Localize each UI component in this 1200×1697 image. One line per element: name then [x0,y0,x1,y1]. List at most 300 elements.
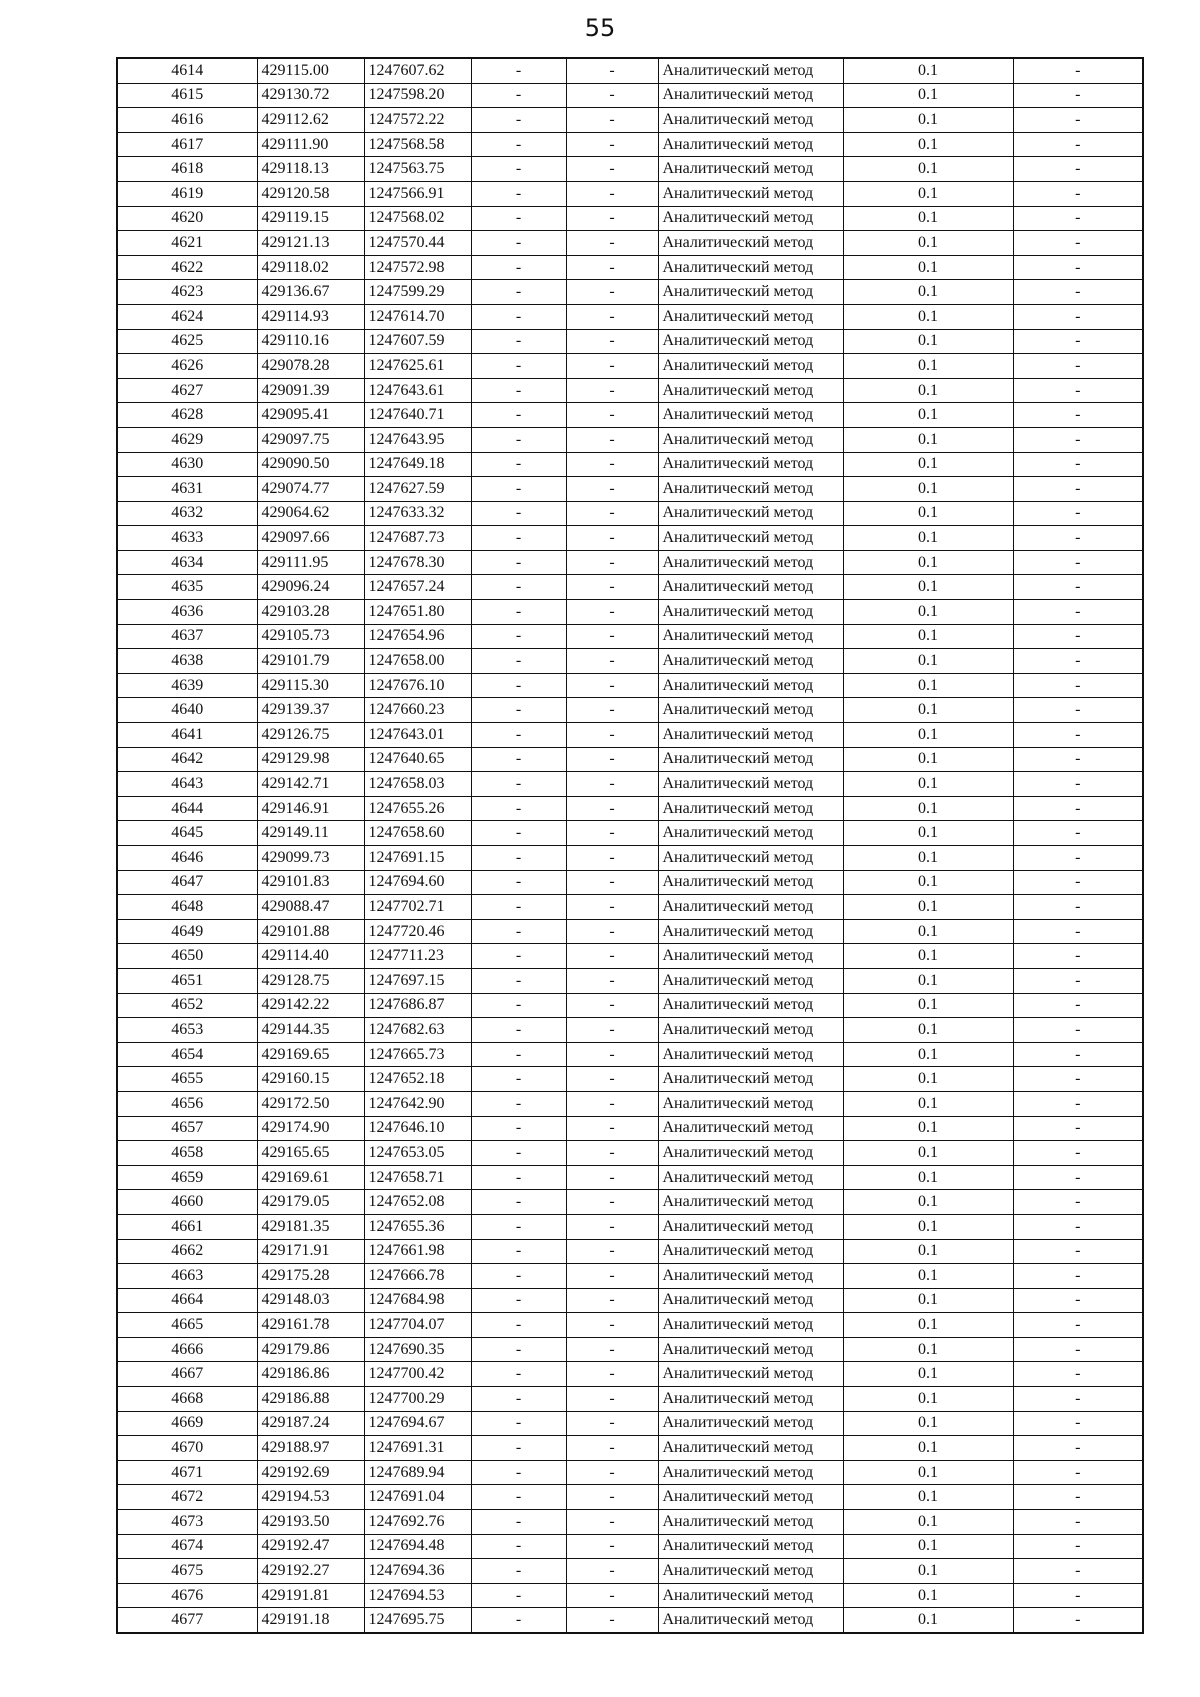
x-coordinate-cell: 429142.22 [257,993,364,1018]
accuracy-cell: 0.1 [843,673,1013,698]
dash-cell: - [566,354,658,379]
dash-cell: - [471,255,566,280]
x-coordinate-cell: 429096.24 [257,575,364,600]
accuracy-cell: 0.1 [843,403,1013,428]
dash-cell: - [566,1067,658,1092]
dash-cell: - [471,1264,566,1289]
dash-cell: - [1013,501,1143,526]
accuracy-cell: 0.1 [843,1387,1013,1412]
dash-cell: - [1013,821,1143,846]
x-coordinate-cell: 429186.88 [257,1387,364,1412]
y-coordinate-cell: 1247572.22 [364,108,471,133]
dash-cell: - [471,452,566,477]
accuracy-cell: 0.1 [843,1411,1013,1436]
y-coordinate-cell: 1247652.18 [364,1067,471,1092]
y-coordinate-cell: 1247653.05 [364,1141,471,1166]
method-cell: Аналитический метод [658,1190,843,1215]
dash-cell: - [566,501,658,526]
dash-cell: - [1013,354,1143,379]
dash-cell: - [1013,304,1143,329]
dash-cell: - [566,403,658,428]
x-coordinate-cell: 429169.65 [257,1042,364,1067]
x-coordinate-cell: 429136.67 [257,280,364,305]
dash-cell: - [1013,870,1143,895]
dash-cell: - [1013,427,1143,452]
y-coordinate-cell: 1247655.36 [364,1214,471,1239]
dash-cell: - [566,132,658,157]
accuracy-cell: 0.1 [843,526,1013,551]
y-coordinate-cell: 1247689.94 [364,1460,471,1485]
y-coordinate-cell: 1247652.08 [364,1190,471,1215]
y-coordinate-cell: 1247686.87 [364,993,471,1018]
dash-cell: - [471,1190,566,1215]
accuracy-cell: 0.1 [843,723,1013,748]
dash-cell: - [471,747,566,772]
x-coordinate-cell: 429088.47 [257,895,364,920]
table-row [117,452,1143,477]
table-row [117,895,1143,920]
dash-cell: - [471,427,566,452]
y-coordinate-cell: 1247607.59 [364,329,471,354]
dash-cell: - [1013,280,1143,305]
dash-cell: - [1013,1042,1143,1067]
dash-cell: - [471,231,566,256]
y-coordinate-cell: 1247598.20 [364,83,471,108]
method-cell: Аналитический метод [658,1411,843,1436]
table-row [117,1313,1143,1338]
dash-cell: - [566,919,658,944]
point-number-cell: 4669 [117,1411,257,1436]
accuracy-cell: 0.1 [843,1510,1013,1535]
accuracy-cell: 0.1 [843,329,1013,354]
method-cell: Аналитический метод [658,993,843,1018]
dash-cell: - [471,1362,566,1387]
method-cell: Аналитический метод [658,1067,843,1092]
method-cell: Аналитический метод [658,1288,843,1313]
dash-cell: - [471,1018,566,1043]
dash-cell: - [566,772,658,797]
point-number-cell: 4639 [117,673,257,698]
method-cell: Аналитический метод [658,1214,843,1239]
dash-cell: - [566,1362,658,1387]
x-coordinate-cell: 429146.91 [257,796,364,821]
dash-cell: - [1013,157,1143,182]
y-coordinate-cell: 1247682.63 [364,1018,471,1043]
x-coordinate-cell: 429186.86 [257,1362,364,1387]
dash-cell: - [471,1091,566,1116]
point-number-cell: 4629 [117,427,257,452]
dash-cell: - [1013,526,1143,551]
method-cell: Аналитический метод [658,354,843,379]
dash-cell: - [1013,1067,1143,1092]
table-row [117,870,1143,895]
dash-cell: - [471,280,566,305]
dash-cell: - [566,1214,658,1239]
dash-cell: - [471,772,566,797]
accuracy-cell: 0.1 [843,1264,1013,1289]
dash-cell: - [566,280,658,305]
y-coordinate-cell: 1247691.31 [364,1436,471,1461]
y-coordinate-cell: 1247614.70 [364,304,471,329]
point-number-cell: 4638 [117,649,257,674]
dash-cell: - [471,550,566,575]
x-coordinate-cell: 429097.66 [257,526,364,551]
point-number-cell: 4627 [117,378,257,403]
point-number-cell: 4655 [117,1067,257,1092]
dash-cell: - [471,895,566,920]
method-cell: Аналитический метод [658,526,843,551]
table-row [117,58,1143,83]
y-coordinate-cell: 1247646.10 [364,1116,471,1141]
table-row [117,673,1143,698]
dash-cell: - [471,796,566,821]
x-coordinate-cell: 429179.86 [257,1337,364,1362]
dash-cell: - [471,1042,566,1067]
table-row [117,1362,1143,1387]
dash-cell: - [471,1288,566,1313]
table-row [117,1018,1143,1043]
point-number-cell: 4643 [117,772,257,797]
point-number-cell: 4636 [117,600,257,625]
method-cell: Аналитический метод [658,723,843,748]
dash-cell: - [566,698,658,723]
y-coordinate-cell: 1247691.15 [364,846,471,871]
dash-cell: - [1013,255,1143,280]
y-coordinate-cell: 1247694.60 [364,870,471,895]
dash-cell: - [471,1214,566,1239]
table-row [117,304,1143,329]
dash-cell: - [471,821,566,846]
accuracy-cell: 0.1 [843,1608,1013,1633]
x-coordinate-cell: 429149.11 [257,821,364,846]
x-coordinate-cell: 429118.13 [257,157,364,182]
accuracy-cell: 0.1 [843,354,1013,379]
dash-cell: - [566,1337,658,1362]
point-number-cell: 4621 [117,231,257,256]
table-row [117,255,1143,280]
dash-cell: - [1013,575,1143,600]
accuracy-cell: 0.1 [843,821,1013,846]
x-coordinate-cell: 429148.03 [257,1288,364,1313]
y-coordinate-cell: 1247690.35 [364,1337,471,1362]
coordinates-table [116,57,1144,1634]
accuracy-cell: 0.1 [843,452,1013,477]
dash-cell: - [1013,206,1143,231]
point-number-cell: 4645 [117,821,257,846]
dash-cell: - [1013,1559,1143,1584]
table-row [117,427,1143,452]
dash-cell: - [566,895,658,920]
method-cell: Аналитический метод [658,280,843,305]
dash-cell: - [471,993,566,1018]
dash-cell: - [566,378,658,403]
table-row [117,181,1143,206]
point-number-cell: 4622 [117,255,257,280]
x-coordinate-cell: 429078.28 [257,354,364,379]
dash-cell: - [471,354,566,379]
dash-cell: - [566,255,658,280]
table-row [117,1460,1143,1485]
y-coordinate-cell: 1247697.15 [364,968,471,993]
point-number-cell: 4668 [117,1387,257,1412]
accuracy-cell: 0.1 [843,550,1013,575]
point-number-cell: 4677 [117,1608,257,1633]
dash-cell: - [1013,624,1143,649]
x-coordinate-cell: 429139.37 [257,698,364,723]
method-cell: Аналитический метод [658,1510,843,1535]
dash-cell: - [471,673,566,698]
method-cell: Аналитический метод [658,181,843,206]
dash-cell: - [471,157,566,182]
y-coordinate-cell: 1247676.10 [364,673,471,698]
x-coordinate-cell: 429114.40 [257,944,364,969]
method-cell: Аналитический метод [658,1337,843,1362]
x-coordinate-cell: 429115.00 [257,58,364,83]
dash-cell: - [566,796,658,821]
accuracy-cell: 0.1 [843,747,1013,772]
dash-cell: - [471,1583,566,1608]
accuracy-cell: 0.1 [843,1313,1013,1338]
method-cell: Аналитический метод [658,698,843,723]
dash-cell: - [566,1534,658,1559]
dash-cell: - [471,526,566,551]
y-coordinate-cell: 1247649.18 [364,452,471,477]
accuracy-cell: 0.1 [843,206,1013,231]
table-row [117,1608,1143,1633]
accuracy-cell: 0.1 [843,698,1013,723]
x-coordinate-cell: 429129.98 [257,747,364,772]
table-row [117,1337,1143,1362]
point-number-cell: 4631 [117,477,257,502]
table-row [117,83,1143,108]
method-cell: Аналитический метод [658,1559,843,1584]
dash-cell: - [1013,403,1143,428]
dash-cell: - [1013,108,1143,133]
dash-cell: - [566,968,658,993]
y-coordinate-cell: 1247607.62 [364,58,471,83]
dash-cell: - [1013,993,1143,1018]
point-number-cell: 4651 [117,968,257,993]
point-number-cell: 4633 [117,526,257,551]
dash-cell: - [1013,378,1143,403]
method-cell: Аналитический метод [658,1436,843,1461]
table-row [117,624,1143,649]
x-coordinate-cell: 429181.35 [257,1214,364,1239]
method-cell: Аналитический метод [658,772,843,797]
dash-cell: - [1013,1091,1143,1116]
point-number-cell: 4614 [117,58,257,83]
table-row [117,354,1143,379]
dash-cell: - [1013,698,1143,723]
dash-cell: - [471,870,566,895]
accuracy-cell: 0.1 [843,1190,1013,1215]
dash-cell: - [471,968,566,993]
table-row [117,698,1143,723]
dash-cell: - [566,477,658,502]
x-coordinate-cell: 429119.15 [257,206,364,231]
method-cell: Аналитический метод [658,550,843,575]
method-cell: Аналитический метод [658,329,843,354]
method-cell: Аналитический метод [658,1116,843,1141]
table-row [117,157,1143,182]
dash-cell: - [566,600,658,625]
x-coordinate-cell: 429099.73 [257,846,364,871]
point-number-cell: 4653 [117,1018,257,1043]
x-coordinate-cell: 429130.72 [257,83,364,108]
point-number-cell: 4664 [117,1288,257,1313]
point-number-cell: 4656 [117,1091,257,1116]
dash-cell: - [566,1485,658,1510]
method-cell: Аналитический метод [658,1141,843,1166]
dash-cell: - [1013,1264,1143,1289]
table-row [117,944,1143,969]
table-row [117,280,1143,305]
y-coordinate-cell: 1247566.91 [364,181,471,206]
dash-cell: - [471,1239,566,1264]
dash-cell: - [566,846,658,871]
dash-cell: - [471,1165,566,1190]
dash-cell: - [1013,231,1143,256]
accuracy-cell: 0.1 [843,895,1013,920]
table-row [117,329,1143,354]
point-number-cell: 4673 [117,1510,257,1535]
table-row [117,1067,1143,1092]
accuracy-cell: 0.1 [843,1091,1013,1116]
y-coordinate-cell: 1247661.98 [364,1239,471,1264]
dash-cell: - [566,1288,658,1313]
method-cell: Аналитический метод [658,452,843,477]
method-cell: Аналитический метод [658,1165,843,1190]
table-row [117,1510,1143,1535]
method-cell: Аналитический метод [658,944,843,969]
y-coordinate-cell: 1247694.36 [364,1559,471,1584]
point-number-cell: 4626 [117,354,257,379]
y-coordinate-cell: 1247642.90 [364,1091,471,1116]
accuracy-cell: 0.1 [843,58,1013,83]
method-cell: Аналитический метод [658,427,843,452]
dash-cell: - [1013,919,1143,944]
dash-cell: - [471,1313,566,1338]
method-cell: Аналитический метод [658,624,843,649]
dash-cell: - [566,624,658,649]
x-coordinate-cell: 429194.53 [257,1485,364,1510]
dash-cell: - [566,427,658,452]
accuracy-cell: 0.1 [843,1534,1013,1559]
table-row [117,747,1143,772]
y-coordinate-cell: 1247633.32 [364,501,471,526]
dash-cell: - [1013,944,1143,969]
dash-cell: - [566,747,658,772]
dash-cell: - [566,58,658,83]
method-cell: Аналитический метод [658,747,843,772]
dash-cell: - [471,477,566,502]
point-number-cell: 4665 [117,1313,257,1338]
dash-cell: - [1013,1485,1143,1510]
y-coordinate-cell: 1247720.46 [364,919,471,944]
point-number-cell: 4642 [117,747,257,772]
dash-cell: - [566,1091,658,1116]
method-cell: Аналитический метод [658,1460,843,1485]
table-row [117,231,1143,256]
table-row [117,821,1143,846]
dash-cell: - [566,452,658,477]
accuracy-cell: 0.1 [843,231,1013,256]
y-coordinate-cell: 1247599.29 [364,280,471,305]
table-row [117,1436,1143,1461]
accuracy-cell: 0.1 [843,1214,1013,1239]
x-coordinate-cell: 429091.39 [257,378,364,403]
accuracy-cell: 0.1 [843,1116,1013,1141]
x-coordinate-cell: 429090.50 [257,452,364,477]
point-number-cell: 4625 [117,329,257,354]
dash-cell: - [471,206,566,231]
point-number-cell: 4628 [117,403,257,428]
method-cell: Аналитический метод [658,403,843,428]
accuracy-cell: 0.1 [843,1141,1013,1166]
dash-cell: - [566,1165,658,1190]
dash-cell: - [1013,1239,1143,1264]
x-coordinate-cell: 429187.24 [257,1411,364,1436]
accuracy-cell: 0.1 [843,870,1013,895]
dash-cell: - [566,231,658,256]
dash-cell: - [1013,1387,1143,1412]
method-cell: Аналитический метод [658,1091,843,1116]
y-coordinate-cell: 1247694.53 [364,1583,471,1608]
method-cell: Аналитический метод [658,501,843,526]
point-number-cell: 4662 [117,1239,257,1264]
y-coordinate-cell: 1247687.73 [364,526,471,551]
point-number-cell: 4652 [117,993,257,1018]
y-coordinate-cell: 1247658.60 [364,821,471,846]
accuracy-cell: 0.1 [843,968,1013,993]
y-coordinate-cell: 1247694.48 [364,1534,471,1559]
dash-cell: - [471,1485,566,1510]
dash-cell: - [566,157,658,182]
y-coordinate-cell: 1247694.67 [364,1411,471,1436]
method-cell: Аналитический метод [658,1583,843,1608]
y-coordinate-cell: 1247691.04 [364,1485,471,1510]
table-row [117,649,1143,674]
y-coordinate-cell: 1247657.24 [364,575,471,600]
dash-cell: - [566,575,658,600]
dash-cell: - [566,1141,658,1166]
x-coordinate-cell: 429101.88 [257,919,364,944]
accuracy-cell: 0.1 [843,132,1013,157]
dash-cell: - [566,206,658,231]
dash-cell: - [1013,1018,1143,1043]
method-cell: Аналитический метод [658,1485,843,1510]
point-number-cell: 4616 [117,108,257,133]
y-coordinate-cell: 1247658.00 [364,649,471,674]
method-cell: Аналитический метод [658,968,843,993]
dash-cell: - [1013,1411,1143,1436]
point-number-cell: 4660 [117,1190,257,1215]
x-coordinate-cell: 429191.18 [257,1608,364,1633]
y-coordinate-cell: 1247695.75 [364,1608,471,1633]
table-row [117,1141,1143,1166]
method-cell: Аналитический метод [658,83,843,108]
dash-cell: - [471,575,566,600]
y-coordinate-cell: 1247640.71 [364,403,471,428]
accuracy-cell: 0.1 [843,1362,1013,1387]
method-cell: Аналитический метод [658,821,843,846]
table-row [117,723,1143,748]
x-coordinate-cell: 429111.95 [257,550,364,575]
method-cell: Аналитический метод [658,796,843,821]
dash-cell: - [1013,1190,1143,1215]
y-coordinate-cell: 1247627.59 [364,477,471,502]
dash-cell: - [566,108,658,133]
